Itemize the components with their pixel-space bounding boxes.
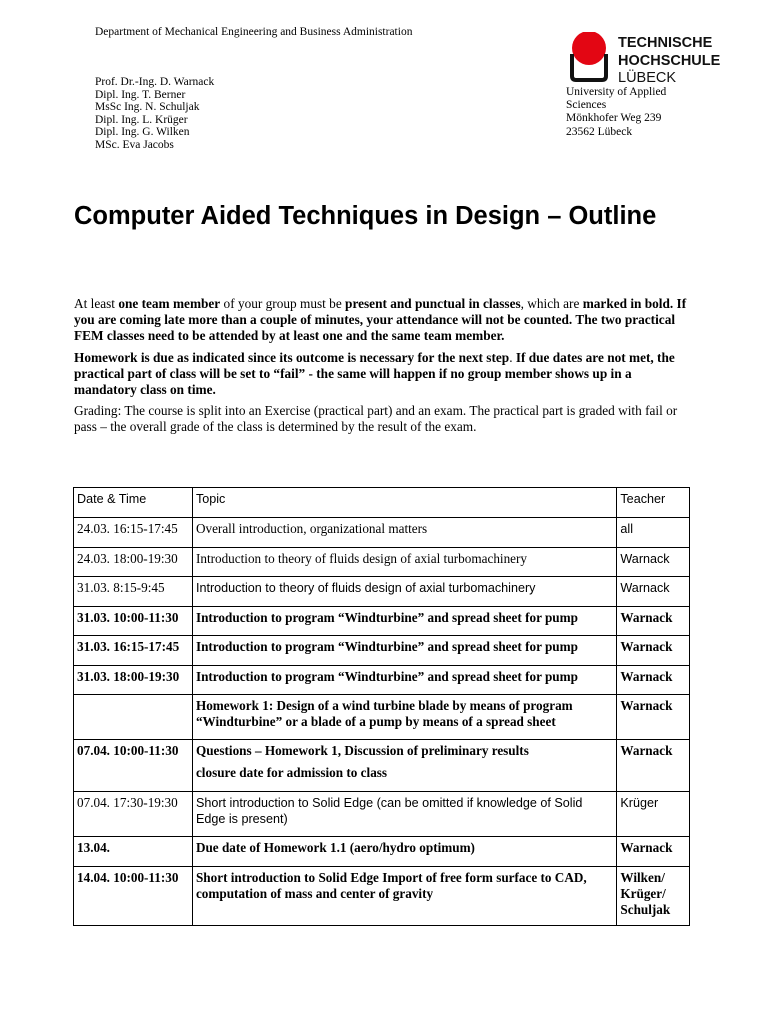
staff-member: MSc. Eva Jacobs [95, 138, 174, 151]
cell-date-time-text: 13.04. [77, 840, 110, 855]
cell-date-time [74, 607, 193, 636]
cell-topic-text: Short introduction to Solid Edge Import of free form surface to CAD, computation of mass and center of gravity [195, 870, 587, 901]
cell-date-time [74, 666, 193, 695]
cell-date-time-text: 31.03. 10:00-11:30 [77, 610, 179, 625]
cell-topic-text: Introduction to theory of fluids design of axial turbomachinery [195, 581, 536, 595]
cell-date-time-text: 24.03. 18:00-19:30 [77, 551, 178, 566]
cell-teacher-text: Warnack [620, 639, 673, 654]
address-line: 23562 Lübeck [566, 125, 633, 138]
cell-teacher [617, 607, 690, 636]
table-row [74, 792, 690, 837]
cell-date-time [74, 577, 193, 607]
cell-teacher-text: Warnack [620, 581, 670, 595]
table-row [74, 518, 690, 548]
p2-text-run: Homework is due as indicated since its outcome is necessary for the next step [74, 350, 510, 365]
cell-teacher-text: Warnack [620, 610, 673, 625]
cell-teacher [617, 695, 690, 740]
cell-teacher [617, 636, 690, 666]
table-row [74, 607, 690, 636]
p2-text-run: . [509, 350, 516, 365]
cell-topic [192, 518, 616, 548]
cell-topic [192, 695, 616, 740]
cell-date-time-text: 31.03. 8:15-9:45 [77, 580, 165, 595]
cell-date-time [74, 636, 193, 666]
cell-teacher-text: all [620, 522, 633, 536]
cell-topic [192, 577, 616, 607]
cell-teacher-text: Warnack [620, 552, 670, 566]
cell-date-time-text: 24.03. 16:15-17:45 [77, 521, 178, 536]
staff-list [95, 76, 214, 152]
logo-text-line1: TECHNISCHE [618, 35, 713, 51]
cell-topic [192, 548, 616, 577]
cell-date-time-text: 31.03. 18:00-19:30 [77, 669, 180, 684]
table-row [74, 636, 690, 666]
logo-red-circle [572, 32, 606, 65]
cell-date-time [74, 740, 193, 792]
cell-date-time [74, 792, 193, 837]
cell-date-time-text: 31.03. 16:15-17:45 [77, 639, 180, 654]
cell-date-time-text: 07.04. 17:30-19:30 [77, 795, 178, 810]
table-row [74, 548, 690, 577]
cell-date-time [74, 695, 193, 740]
cell-teacher [617, 666, 690, 695]
staff-member: Dipl. Ing. T. Berner [95, 88, 186, 101]
address-line: University of Applied [566, 86, 667, 98]
homework-paragraph [74, 350, 696, 398]
staff-member: Dipl. Ing. G. Wilken [95, 126, 190, 139]
staff-member: Dipl. Ing. L. Krüger [95, 113, 188, 126]
p3-text-run: Grading: The course is split into an Exercise (practical part) and an exam. The practical part is graded with fail or pass – the overall grade of the class is determined by the result of the exam. [74, 403, 678, 434]
cell-topic-text: Introduction to theory of fluids design of axial turbomachinery [195, 551, 528, 566]
logo-text-line3: LÜBECK [618, 70, 677, 86]
p1-text-run: present and punctual in classes [345, 296, 521, 311]
p1-text-run: , which are [520, 296, 583, 311]
table-row [74, 695, 690, 740]
cell-date-time-text: 14.04. 10:00-11:30 [77, 870, 179, 885]
logo-text-line2: HOCHSCHULE [618, 53, 721, 69]
table-row [74, 837, 690, 867]
p1-text-run: one team member [118, 296, 221, 311]
cell-date-time-text: 07.04. 10:00-11:30 [77, 743, 179, 758]
department-name: Department of Mechanical Engineering and Business Administration [95, 26, 413, 38]
cell-topic-text: Introduction to program “Windturbine” and spread sheet for pump [195, 669, 578, 684]
cell-topic [192, 740, 616, 792]
cell-topic-text: Questions – Homework 1, Discussion of preliminary results [195, 743, 529, 758]
cell-topic [192, 867, 616, 926]
cell-topic-text: Overall introduction, organizational matters [195, 521, 428, 536]
header-teacher: Teacher [617, 488, 690, 518]
table-row [74, 867, 690, 926]
table-header-row [74, 488, 690, 518]
cell-teacher [617, 577, 690, 607]
cell-teacher [617, 548, 690, 577]
cell-teacher-text: Krüger [620, 796, 659, 810]
cell-date-time [74, 837, 193, 867]
cell-topic-text: Introduction to program “Windturbine” and spread sheet for pump [195, 610, 578, 625]
cell-topic [192, 636, 616, 666]
cell-topic [192, 837, 616, 867]
p1-text-run: At least [74, 296, 119, 311]
cell-teacher-text: Warnack [620, 669, 673, 684]
cell-teacher [617, 867, 690, 926]
university-logo [568, 32, 738, 92]
staff-member: MsSc Ing. N. Schuljak [95, 101, 200, 114]
cell-teacher [617, 837, 690, 867]
cell-teacher-text: Wilken/ Krüger/ Schuljak [620, 870, 671, 917]
cell-date-time [74, 518, 193, 548]
cell-topic [192, 607, 616, 636]
cell-topic-text: Introduction to program “Windturbine” and spread sheet for pump [195, 639, 578, 654]
p1-text-run: marked in bold. If you are coming late more than a couple of minutes, your attendance will not be counted. The two practical FEM classes need to be attended by at least one and the same team member. [74, 296, 687, 343]
cell-teacher [617, 792, 690, 837]
cell-teacher-text: Warnack [620, 743, 673, 758]
cell-teacher [617, 518, 690, 548]
cell-teacher-text: Warnack [620, 840, 673, 855]
address-line: Mönkhofer Weg 239 [566, 112, 662, 125]
cell-topic-text: Homework 1: Design of a wind turbine blade by means of program “Windturbine” or a blade of a pump by means of a spread sheet [195, 698, 573, 729]
table-row [74, 740, 690, 792]
page-title: Computer Aided Techniques in Design – Outline [74, 202, 657, 230]
university-address [566, 86, 696, 144]
cell-topic-text: Due date of Homework 1.1 (aero/hydro optimum) [195, 840, 475, 855]
attendance-paragraph [74, 296, 696, 344]
cell-topic-text: Short introduction to Solid Edge (can be omitted if knowledge of Solid Edge is present) [195, 796, 583, 826]
cell-topic-note: closure date for admission to class [195, 765, 388, 780]
cell-date-time [74, 867, 193, 926]
p2-text-run: If due dates are not met, the practical part of class will be set to “fail” - the same will happen if no group member shows up in a mandatory class on time. [74, 350, 675, 397]
schedule-table [73, 487, 690, 926]
cell-topic [192, 666, 616, 695]
cell-teacher [617, 740, 690, 792]
header-topic: Topic [192, 488, 616, 518]
cell-topic [192, 792, 616, 837]
p1-text-run: of your group must be [220, 296, 346, 311]
grading-paragraph [74, 403, 696, 435]
table-row [74, 577, 690, 607]
cell-date-time [74, 548, 193, 577]
cell-teacher-text: Warnack [620, 698, 673, 713]
address-line: Sciences [566, 99, 607, 112]
table-row [74, 666, 690, 695]
header-date-time: Date & Time [74, 488, 193, 518]
staff-member: Prof. Dr.-Ing. D. Warnack [95, 76, 215, 88]
